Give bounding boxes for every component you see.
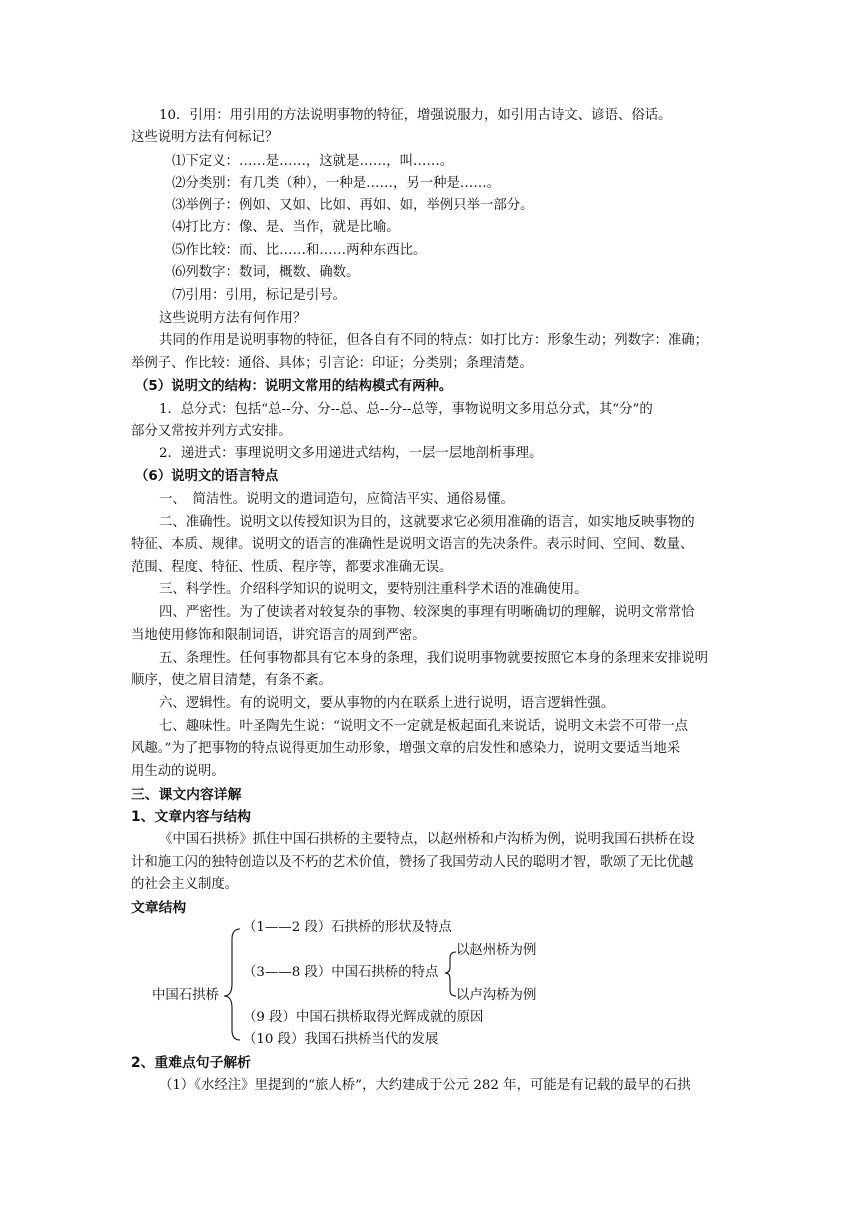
list-item: ⑷打比方：像、是、当作，就是比喻。 — [172, 220, 400, 235]
section-heading: （6）说明文的语言特点 — [135, 469, 279, 484]
paragraph-line: （1）《水经注》里提到的“旅人桥”，大约建成于公元 282 年，可能是有记载的最早的石拱 — [159, 1078, 691, 1093]
list-item: ⑴下定义：……是……，这就是……，叫……。 — [172, 154, 454, 169]
structure-root: 中国石拱桥 — [152, 988, 219, 1003]
structure-leaf: 以卢沟桥为例 — [456, 988, 537, 1003]
paragraph-line: 一、 简洁性。说明文的遣词造句，应简洁平实、通俗易懂。 — [159, 492, 514, 507]
list-item: ⑹列数字：数词，概数、确数。 — [172, 265, 360, 280]
paragraph-line: 1．总分式：包括“总--分、分--总、总--分--总等，事物说明文多用总分式，其“分”的 — [159, 402, 653, 417]
paragraph-line: 五、条理性。任何事物都具有它本身的条理，我们说明事物就要按照它本身的条理来安排说明 — [159, 651, 709, 666]
paragraph-line: 计和施工闪的独特创造以及不朽的艺术价值，赞扬了我国劳动人民的聪明才智，歌颂了无比优越 — [131, 855, 694, 870]
paragraph-line: 用生动的说明。 — [131, 764, 225, 779]
list-item: ⑸作比较：而、比……和……两种东西比。 — [172, 243, 427, 258]
list-item: ⑺引用：引用，标记是引号。 — [172, 288, 347, 303]
paragraph-line: 当地使用修饰和限制词语，讲究语言的周到严密。 — [131, 628, 426, 643]
paragraph-line: 共同的作用是说明事物的特征，但各自有不同的特点：如打比方：形象生动；列数字：准确； — [159, 333, 709, 348]
structure-branch: （9 段）中国石拱桥取得光辉成就的原因 — [243, 1010, 484, 1025]
paragraph-line: 顺序，使之眉目清楚，有条不紊。 — [131, 673, 332, 688]
paragraph-line: 部分又常按并列方式安排。 — [131, 424, 292, 439]
question-line: 这些说明方法有何作用？ — [159, 311, 307, 326]
paragraph-line: 的社会主义制度。 — [131, 877, 239, 892]
paragraph-line: 四、严密性。为了使读者对较复杂的事物、较深奥的事理有明晰确切的理解，说明文常常恰 — [159, 605, 695, 620]
paragraph-line: 《中国石拱桥》抓住中国石拱桥的主要特点，以赵州桥和卢沟桥为例，说明我国石拱桥在设 — [159, 832, 695, 847]
list-item: ⑵分类别：有几类（种），一种是……，另一种是……。 — [172, 176, 501, 191]
main-brace — [224, 929, 240, 1040]
paragraph-line: 二、准确性。说明文以传授知识为目的，这就要求它必须用准确的语言，如实地反映事物的 — [159, 515, 695, 530]
section-heading: （5）说明文的结构：说明文常用的结构模式有两种。 — [135, 379, 453, 394]
structure-leaf: 以赵州桥为例 — [456, 943, 537, 958]
paragraph-line: 举例子、作比较：通俗、具体；引言论：印证；分类别；条理清楚。 — [131, 356, 533, 371]
paragraph-line: 三、科学性。介绍科学知识的说明文，要特别注重科学术语的准确使用。 — [159, 582, 588, 597]
sub-brace — [445, 952, 456, 996]
structure-branch: （1——2 段）石拱桥的形状及特点 — [243, 920, 452, 935]
paragraph-line: 10．引用：用引用的方法说明事物的特征，增强说服力，如引用古诗文、谚语、俗话。 — [159, 108, 672, 123]
paragraph-line: 六、逻辑性。有的说明文，要从事物的内在联系上进行说明，语言逻辑性强。 — [159, 696, 615, 711]
paragraph-line: 范围、程度、特征、性质、程序等，都要求准确无误。 — [131, 560, 453, 575]
chapter-heading: 三、课文内容详解 — [131, 787, 242, 803]
paragraph-line: 风趣。”为了把事物的特点说得更加生动形象，增强文章的启发性和感染力，说明文要适当地采 — [131, 741, 681, 756]
subsection-heading: 1、文章内容与结构 — [131, 809, 251, 825]
question-line: 这些说明方法有何标记？ — [131, 130, 279, 145]
paragraph-line: 2．递进式：事理说明文多用递进式结构，一层一层地剖析事理。 — [159, 446, 543, 461]
structure-heading: 文章结构 — [131, 900, 187, 916]
structure-branch: （3——8 段）中国石拱桥的特点 — [243, 965, 439, 980]
paragraph-line: 特征、本质、规律。说明文的语言的准确性是说明文语言的先决条件。表示时间、空间、数量、 — [131, 537, 694, 552]
paragraph-line: 七、趣味性。叶圣陶先生说：“说明文不一定就是板起面孔来说话，说明文未尝不可带一点 — [159, 719, 689, 734]
list-item: ⑶举例子：例如、又如、比如、再如、如，举例只举一部分。 — [172, 198, 534, 213]
subsection-heading: 2、重难点句子解析 — [131, 1055, 251, 1071]
structure-branch: （10 段）我国石拱桥当代的发展 — [243, 1032, 439, 1047]
